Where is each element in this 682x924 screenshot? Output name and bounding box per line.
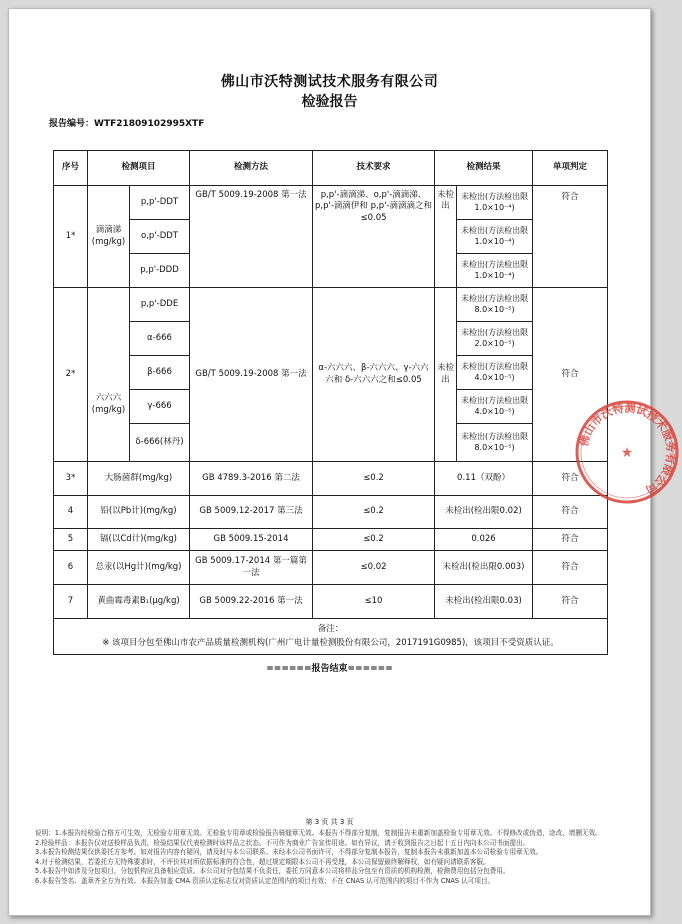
footer-line: 2.检验样品：本报告仅对送检样品负责，检验结果仅代表检测时该样品之状态。不可作为商业广告宣传用途。如有异议，请于收到报告之日起十五日内向本公司书面提出。 [35,838,530,847]
row2-result: 未检出(方法检出限2.0×10⁻⁵) [457,322,533,356]
row7-seq: 7 [54,585,88,619]
document-title: 检验报告 [301,94,358,110]
row5-result: 0.026 [435,529,533,551]
row1-item: p,p'-DDE [130,288,190,322]
row6-requirement: ≤0.02 [313,551,435,585]
report-number-value: WTF21809102995XTF [94,119,205,129]
row2-overall: 未检出 [435,288,457,462]
header-seq: 序号 [54,151,88,186]
header-result: 检测结果 [435,151,533,186]
seal-text: 佛山市沃特测试技术服务有限公司 [577,401,678,497]
row1-overall: 未检出 [435,186,457,288]
company-seal-icon [572,397,682,507]
company-name: 佛山市沃特测试技术服务有限公司 [220,74,439,90]
row5-judgement: 符合 [533,529,608,551]
header-requirement: 技术要求 [313,151,435,186]
row3-result: 0.11（双酚） [435,462,533,496]
row2-item: γ-666 [130,390,190,424]
row1-item: o,p'-DDT [130,220,190,254]
row4-result: 未检出(检出限0.02) [435,496,533,529]
notes-cell [54,619,608,655]
row1-group: 滴滴涕(mg/kg) [88,186,130,288]
row2-item: δ-666(林丹) [130,424,190,462]
report-page [8,8,678,916]
footer-line: 5.本报告中如涉及分包项目，分包机构应具备相应资质。本公司对分包结果不负责任，委托方同意本公司将样品分包至有资质的机构检测，检测费用包括分包费用。 [35,867,510,876]
svg-text:★: ★ [620,445,634,461]
header-item: 检测项目 [88,151,190,186]
row7-item: 黄曲霉毒素B₁(μg/kg) [88,585,190,619]
row3-judgement: 符合 [533,462,608,496]
row5-item: 镉(以Cd计)(mg/kg) [88,529,190,551]
row2-judgement: 符合 [533,288,608,462]
row1-judgement: 符合 [533,186,608,288]
footer-line: 4.对于检测结果，若委托方无特殊要求时，不评价其对所依据标准的符合性，超过规定期限本公司不再受理，本公司保留最终解释权，如有疑问请联系客服。 [35,857,490,866]
table-header-row [54,151,608,186]
row1-result: 未检出(方法检出限1.0×10⁻⁴) [457,220,533,254]
table-row [54,551,608,585]
row2-item: α-666 [130,322,190,356]
footer-line: 3.本报告检测结果仅供委托方参考。如对报告内容有疑问，请及时与本公司联系。未经本公司书面许可，不得部分复制本报告，复制本报告未重新加盖本公司检验专用章无效。 [35,848,543,857]
row2-item: β-666 [130,356,190,390]
row4-item: 铅(以Pb计)(mg/kg) [88,496,190,529]
row6-item: 总汞(以Hg计)(mg/kg) [88,551,190,585]
notes-row [54,619,608,655]
row2-result: 未检出(方法检出限4.0×10⁻⁵) [457,390,533,424]
header-judgement: 单项判定 [533,151,608,186]
row1-item: p,p'-DDD [130,254,190,288]
row1-requirement: p,p'-滴滴涕、o,p'-滴滴涕、p,p'-滴滴伊和 p,p'-滴滴滴之和≤0.05 [313,186,435,288]
table-row [54,585,608,619]
report-number [49,116,204,129]
footer-disclaimer [35,829,615,886]
row7-judgement: 符合 [533,585,608,619]
row5-seq: 5 [54,529,88,551]
footer-line: 6.本报告签名、盖章齐全方为有效。本报告加盖 CMA 资质认定标志仅对资质认定范围内的项目有效；不在 CNAS 认可范围内的项目不作为 CNAS 认可项目。 [35,876,495,885]
row4-seq: 4 [54,496,88,529]
row2-requirement: α-六六六、β-六六六、γ-六六六和 δ-六六六之和≤0.05 [313,288,435,462]
table-row [54,186,608,220]
row1-result: 未检出(方法检出限1.0×10⁻⁴) [457,254,533,288]
row2-result: 未检出(方法检出限4.0×10⁻⁵) [457,356,533,390]
footer-line: 说明：1.本报告经检验合格方可生效，无检验专用章无效。无检验专用章或检验报告骑缝章无效。本报告不得部分复制，复制报告未重新加盖检验专用章无效。不得修改或伪造，涂改、增删无效。 [35,829,602,837]
row3-method: GB 4789.3-2016 第二法 [190,462,313,496]
notes-label: 备注： [317,624,344,634]
row7-method: GB 5009.22-2016 第一法 [190,585,313,619]
row3-requirement: ≤0.2 [313,462,435,496]
report-end-marker: ======报告结束====== [266,664,393,674]
table-row [54,462,608,496]
row1-seq: 1* [54,186,88,288]
row7-result: 未检出(检出限0.03) [435,585,533,619]
row4-method: GB 5009.12-2017 第三法 [190,496,313,529]
row5-method: GB 5009.15-2014 [190,529,313,551]
row6-seq: 6 [54,551,88,585]
report-number-label: 报告编号： [49,119,95,129]
row1-method: GB/T 5009.19-2008 第一法 [190,186,313,288]
row2-result: 未检出(方法检出限8.0×10⁻⁵) [457,424,533,462]
results-table [53,150,608,655]
row6-result: 未检出(检出限0.003) [435,551,533,585]
row1-result: 未检出(方法检出限1.0×10⁻⁴) [457,186,533,220]
header-method: 检测方法 [190,151,313,186]
row1-item: p,p'-DDT [130,186,190,220]
row4-judgement: 符合 [533,496,608,529]
page-number: 第 3 页 共 3 页 [305,818,354,826]
row6-method: GB 5009.17-2014 第一篇第一法 [190,551,313,585]
table-row [54,288,608,322]
row3-item: 大肠菌群(mg/kg) [88,462,190,496]
row6-judgement: 符合 [533,551,608,585]
table-row [54,529,608,551]
row7-requirement: ≤10 [313,585,435,619]
row2-group: 六六六(mg/kg) [88,288,130,462]
table-row [54,496,608,529]
row3-seq: 3* [54,462,88,496]
row2-method: GB/T 5009.19-2008 第一法 [190,288,313,462]
row1-result: 未检出(方法检出限8.0×10⁻⁵) [457,288,533,322]
row5-requirement: ≤0.2 [313,529,435,551]
notes-text: ※ 该项目分包至佛山市农产品质量检测机构(广州广电计量检测股份有限公司，2017191G0985)，该项目不受资质认证。 [102,638,559,649]
row4-requirement: ≤0.2 [313,496,435,529]
row2-seq: 2* [54,288,88,462]
